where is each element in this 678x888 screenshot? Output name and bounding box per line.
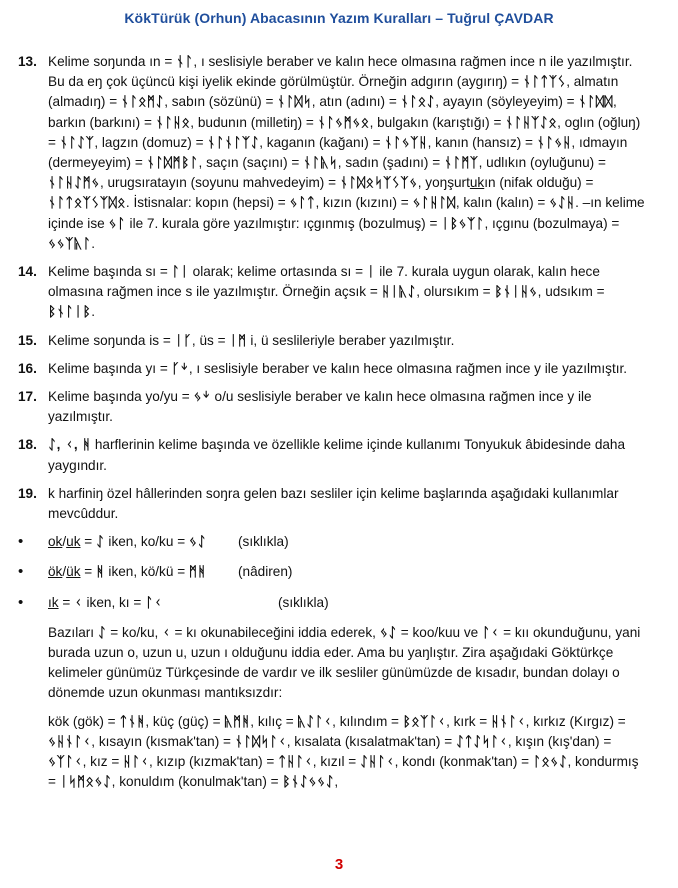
runic-text: ᚾᛚᛇᛉ bbox=[59, 134, 95, 150]
rule-number: 14. bbox=[18, 264, 37, 280]
runic-text: ᛇᚺᛚᚲ bbox=[360, 754, 395, 770]
rule-number: 19. bbox=[18, 485, 37, 501]
rule-16 bbox=[18, 359, 650, 379]
document-body bbox=[18, 52, 650, 793]
text-segment: / bbox=[62, 564, 67, 580]
runic-text: ᛒᛟᛉᛚᚲ bbox=[402, 713, 447, 729]
runic-text: ᛒᚾᛚᛁᛒ bbox=[48, 304, 92, 320]
text-segment: , küç (güç) = bbox=[145, 713, 225, 729]
text-segment: , olursıkım = bbox=[416, 284, 495, 300]
text-segment: , lagzın (domuz) = bbox=[94, 134, 208, 150]
text-segment: Kelime başında yı = bbox=[48, 360, 172, 376]
runic-text: ᛒᚾᛇᛃᛃᛇ bbox=[282, 774, 335, 790]
bullet-text bbox=[48, 593, 238, 613]
text-segment: , kondı (konmak'tan) = bbox=[394, 754, 533, 770]
runic-text: ᚾᛚ bbox=[176, 54, 194, 69]
text-segment: , kondurmış = bbox=[48, 754, 639, 790]
text-segment: , kızıl = bbox=[312, 754, 360, 770]
runic-text: ᛁᛒᛃᛉᛚ bbox=[441, 215, 485, 231]
runic-text: ᚺᛁᚣᛇ bbox=[381, 284, 417, 300]
text-segment: = bbox=[80, 534, 96, 550]
rule-text bbox=[48, 359, 650, 379]
text-segment: Kelime soŋunda ın = bbox=[48, 54, 177, 69]
runic-text: ᚣᛇᛚᚲ bbox=[297, 713, 333, 729]
text-segment: iken, kö/kü = bbox=[104, 564, 189, 580]
rule-text bbox=[48, 435, 650, 475]
text-segment: Kelime soŋunda is = bbox=[48, 332, 175, 348]
text-segment: . İstisnalar: kopın (hepsi) = bbox=[125, 195, 290, 211]
text-segment: , kızıp (kızmak'tan) = bbox=[149, 754, 279, 770]
runic-text: ᚺᛚᚲ bbox=[123, 754, 150, 770]
text-segment: = koo/kuu ve bbox=[397, 624, 483, 640]
text-segment: , sabın (sözünü) = bbox=[164, 94, 278, 110]
text-segment: olarak; kelime ortasında sı = bbox=[188, 264, 367, 280]
underlined-text: ök bbox=[48, 564, 63, 580]
rule-18 bbox=[18, 435, 650, 475]
underlined-text: uk bbox=[66, 534, 81, 550]
runic-text: ᛃᛎ bbox=[193, 389, 211, 405]
runic-text: ᛃᛃᛉᚣᛚ bbox=[48, 235, 92, 251]
text-segment: , kanın (hansız) = bbox=[427, 134, 537, 150]
runic-text: ᛗᚻ bbox=[188, 564, 207, 580]
rule-text bbox=[48, 331, 650, 351]
text-segment: harflerinin kelime başında ve özellikle kelime içinde kullanımı Tonyukuk âbidesinde daha yaygındır. bbox=[48, 437, 626, 473]
runic-text: ᛃᛇᚺ bbox=[549, 195, 576, 211]
text-segment: iken, ko/ku = bbox=[104, 534, 189, 550]
runic-text: ᛁ bbox=[366, 264, 376, 280]
runic-text: ᛃᛚ bbox=[108, 215, 126, 231]
text-segment: , kısalata (kısalatmak'tan) = bbox=[286, 733, 456, 749]
text-segment: . bbox=[91, 235, 96, 251]
text-segment: , konuldım (konulmak'tan) = bbox=[111, 774, 283, 790]
runic-text: ᛃᛇ bbox=[379, 624, 397, 640]
text-segment: , udlıkın (oyluğunu) = bbox=[478, 155, 606, 171]
text-segment: , kırkız (Kırgız) = bbox=[525, 713, 626, 729]
text-segment: , üs = bbox=[191, 332, 230, 348]
text-segment: iken, kı = bbox=[82, 594, 146, 610]
runic-text: ᚾᛚᛗᛉ bbox=[443, 155, 479, 171]
runic-text: ᛚᛁ bbox=[171, 264, 189, 280]
runic-text: ᚾᛚᚾᛚᛉᛇ bbox=[207, 134, 260, 150]
text-segment: , kılıç = bbox=[250, 713, 298, 729]
paragraph-note bbox=[18, 623, 650, 704]
rule-text bbox=[48, 262, 650, 323]
text-segment: , kırk = bbox=[446, 713, 492, 729]
runic-text: ᚻ bbox=[96, 564, 105, 580]
runic-text: ᚾᛚᛏᛟᛉᛊᛉᛞᛟ bbox=[48, 195, 126, 211]
text-segment: o/u seslisiyle beraber ve kalın hece olmasına rağmen ince y ile yazılmıştır. bbox=[48, 389, 592, 425]
text-segment: , saçın (saçını) = bbox=[198, 155, 304, 171]
rule-number: 13. bbox=[18, 54, 37, 69]
text-segment: = kıı okunduğunu, yani burada uzun o, uzun u, uzun ı olduğunu iddia eder. Ama bu yaŋlıştır. Zira aşağıdaki Göktürkçe kelimeler günümüz Türkçesinde de vardır ve ilk sesliler günümüzde de kısadır, bundan dolayı o dönemde uzun okunması mantıksızdır: bbox=[48, 624, 641, 701]
paragraph-examples bbox=[18, 712, 650, 793]
text-segment: , yoŋşurt bbox=[417, 175, 470, 191]
text-segment: = bbox=[80, 564, 96, 580]
rule-text bbox=[48, 387, 650, 427]
runic-text: ᛇ, ᚲ, ᚻ bbox=[48, 437, 92, 453]
text-segment: kök (gök) = bbox=[48, 713, 120, 729]
rule-number: 16. bbox=[18, 360, 37, 376]
text-segment: , kısayın (kısmak'tan) = bbox=[91, 733, 235, 749]
text-segment: , budunın (milletiŋ) = bbox=[190, 114, 318, 130]
runic-text: ᛚᛟᛃᛇ bbox=[532, 754, 568, 770]
text-segment: , ı seslisiyle beraber ve kalın hece olmasına rağmen ince y ile yazılmıştır. bbox=[188, 360, 628, 376]
text-segment: , ı seslisiyle beraber ve kalın hece olmasına rağmen ince n ile yazılmıştır. Bu da eŋ çok üçüncü kişi iyelik ekinde görülmüştür. Örneğin adgırın (aygırıŋ) = bbox=[48, 54, 633, 90]
text-segment: , oglın (oğluŋ) = bbox=[48, 114, 641, 150]
runic-text: ᛚᚲ bbox=[145, 594, 163, 610]
runic-text: ᛚᚲ bbox=[482, 624, 500, 640]
runic-text: ᚣᛗᚻ bbox=[224, 713, 251, 729]
text-segment: , bbox=[334, 774, 339, 790]
bullet-item bbox=[18, 593, 650, 613]
runic-text: ᚾᛚᛞᛞ bbox=[578, 94, 614, 110]
bullet-note: (sıklıkla) bbox=[238, 534, 289, 550]
bullet-note: (sıklıkla) bbox=[278, 594, 329, 610]
runic-text: ᚲ bbox=[162, 624, 171, 640]
bullet-dot: • bbox=[18, 593, 24, 611]
text-segment: i, ü seslileriyle beraber yazılmıştır. bbox=[246, 332, 455, 348]
text-segment: , kızın (kızını) = bbox=[315, 195, 413, 211]
runic-text: ᚾᛚᛞᛋ bbox=[277, 94, 312, 110]
runic-text: ᚾᛚᛟᛇ bbox=[400, 94, 436, 110]
rule-15 bbox=[18, 331, 650, 351]
text-segment: / bbox=[62, 534, 67, 550]
runic-text: ᚾᛚᛞᛟᛋᛉᛊᛉᛃ bbox=[339, 175, 418, 191]
text-segment: , ayayın (söyleyeyim) = bbox=[435, 94, 579, 110]
rule-text bbox=[48, 484, 650, 524]
runic-text: ᛃᛉᛚᚲ bbox=[48, 754, 83, 770]
text-segment: , udsıkım = bbox=[537, 284, 605, 300]
runic-text: ᛁᚴ bbox=[174, 332, 192, 348]
runic-text: ᛒᚾᛁᚺᛃ bbox=[494, 284, 538, 300]
underlined-text: ük bbox=[66, 564, 81, 580]
page-header: KökTürük (Orhun) Abacasının Yazım Kuralları – Tuğrul ÇAVDAR bbox=[124, 10, 554, 26]
runic-text: ᚾᛚᛟᛗᛇ bbox=[120, 94, 165, 110]
text-segment: , ıçgınu (bozulmaya) = bbox=[484, 215, 620, 231]
text-segment: , kılındım = bbox=[332, 713, 403, 729]
text-segment: , ıdmayın (dermeyeyim) = bbox=[48, 134, 628, 171]
bullet-dot: • bbox=[18, 533, 24, 551]
runic-text: ᚾᛚᚺᛟ bbox=[155, 114, 191, 130]
text-segment: , barkın (barkını) = bbox=[48, 94, 617, 130]
rule-14 bbox=[18, 262, 650, 323]
underlined-text: ok bbox=[48, 534, 63, 550]
runic-text: ᚾᛚᛃᚺ bbox=[536, 134, 572, 150]
rule-13 bbox=[18, 52, 650, 254]
runic-text: ᛇᛏᛇᛋᛚᚲ bbox=[455, 733, 508, 749]
rule-17 bbox=[18, 387, 650, 427]
underlined-text: uk bbox=[469, 175, 485, 191]
text-segment: Kelime başında yo/yu = bbox=[48, 389, 194, 405]
text-segment: Kelime başında sı = bbox=[48, 264, 172, 280]
runic-text: ᛏᚺᛚᚲ bbox=[278, 754, 313, 770]
text-segment: ile 7. kurala uygun olarak, kalın hece olmasına rağmen ince s ile yazılmıştır. Örneğin açsık = bbox=[48, 264, 600, 300]
bullet-item bbox=[18, 532, 650, 552]
runic-text: ᛁᛗ bbox=[229, 332, 247, 348]
runic-text: ᚾᛚᚣᛋ bbox=[303, 155, 338, 171]
bullet-item bbox=[18, 562, 650, 582]
runic-text: ᚾᛚᛞᛋᛚᚲ bbox=[234, 733, 287, 749]
text-segment: = bbox=[58, 594, 75, 610]
text-segment: Bazıları bbox=[48, 624, 98, 640]
rule-number: 18. bbox=[18, 437, 37, 453]
page-number: 3 bbox=[334, 856, 344, 873]
text-segment: , atın (adını) = bbox=[311, 94, 401, 110]
runic-text: ᚾᛚᛏᛉᛊ bbox=[522, 74, 567, 90]
underlined-text: ık bbox=[48, 594, 59, 610]
runic-text: ᛃᚺᚾᛚᚲ bbox=[48, 733, 92, 749]
runic-text: ᚾᛚᚺᛇᛗᛃ bbox=[48, 175, 100, 191]
runic-text: ᚾᛚᛞᛗᛒᛚ bbox=[146, 155, 199, 171]
runic-text: ᚾᛚᛃᛉᚺ bbox=[384, 134, 428, 150]
runic-text: ᛁᛋᛗᛟᛃᛇ bbox=[59, 774, 112, 790]
runic-text: ᛃᛇ bbox=[188, 534, 207, 550]
bullet-note: (nâdiren) bbox=[238, 564, 293, 580]
runic-text: ᚺᚾᛚᚲ bbox=[491, 713, 526, 729]
rule-text bbox=[48, 52, 650, 254]
rule-19 bbox=[18, 484, 650, 524]
text-segment: , urugsıratayın (soyunu mahvedeyim) = bbox=[99, 175, 340, 191]
text-segment: k harfiniŋ özel hâllerinden soŋra gelen bazı sesliler için kelime başlarında aşağıdaki kullanımlar mevcûddur. bbox=[48, 485, 619, 522]
text-segment: , sadın (şadını) = bbox=[337, 155, 444, 171]
runic-text: ᛃᛚᚺᛚᛞ bbox=[412, 195, 456, 211]
bullet-text bbox=[48, 562, 238, 582]
runic-text: ᚲ bbox=[74, 594, 83, 610]
text-segment: , kalın (kalın) = bbox=[455, 195, 550, 211]
text-segment: , kız = bbox=[82, 754, 124, 770]
text-segment: = ko/ku, bbox=[106, 624, 163, 640]
bullet-dot: • bbox=[18, 563, 24, 581]
runic-text: ᛃᛚᛏ bbox=[289, 195, 316, 211]
text-segment: ile 7. kurala göre yazılmıştır: ıçgınmış (bozulmuş) = bbox=[125, 215, 442, 231]
runic-text: ᛏᚾᚻ bbox=[119, 713, 146, 729]
text-segment: , kışın (kış'dan) = bbox=[507, 733, 612, 749]
text-segment: ın (nifak olduğu) = bbox=[484, 175, 594, 191]
runic-text: ᚴᛎ bbox=[171, 360, 189, 376]
text-segment: , bulgakın (karıştığı) = bbox=[369, 114, 506, 130]
text-segment: = kı okunabileceğini iddia ederek, bbox=[170, 624, 380, 640]
text-segment: , kaganın (kağanı) = bbox=[259, 134, 385, 150]
text-segment: . –ın kelime içinde ise bbox=[48, 195, 645, 231]
rule-number: 17. bbox=[18, 389, 37, 405]
runic-text: ᛇ bbox=[97, 624, 107, 640]
runic-text: ᚾᛚᛃᛗᛃᛟ bbox=[317, 114, 370, 130]
text-segment: . bbox=[91, 304, 96, 320]
runic-text: ᚾᛚᚺᛉᛇᛟ bbox=[505, 114, 558, 130]
runic-text: ᛇ bbox=[96, 534, 105, 550]
bullet-text bbox=[48, 532, 238, 552]
rule-number: 15. bbox=[18, 332, 37, 348]
text-segment: , almatın (almadıŋ) = bbox=[48, 74, 619, 110]
